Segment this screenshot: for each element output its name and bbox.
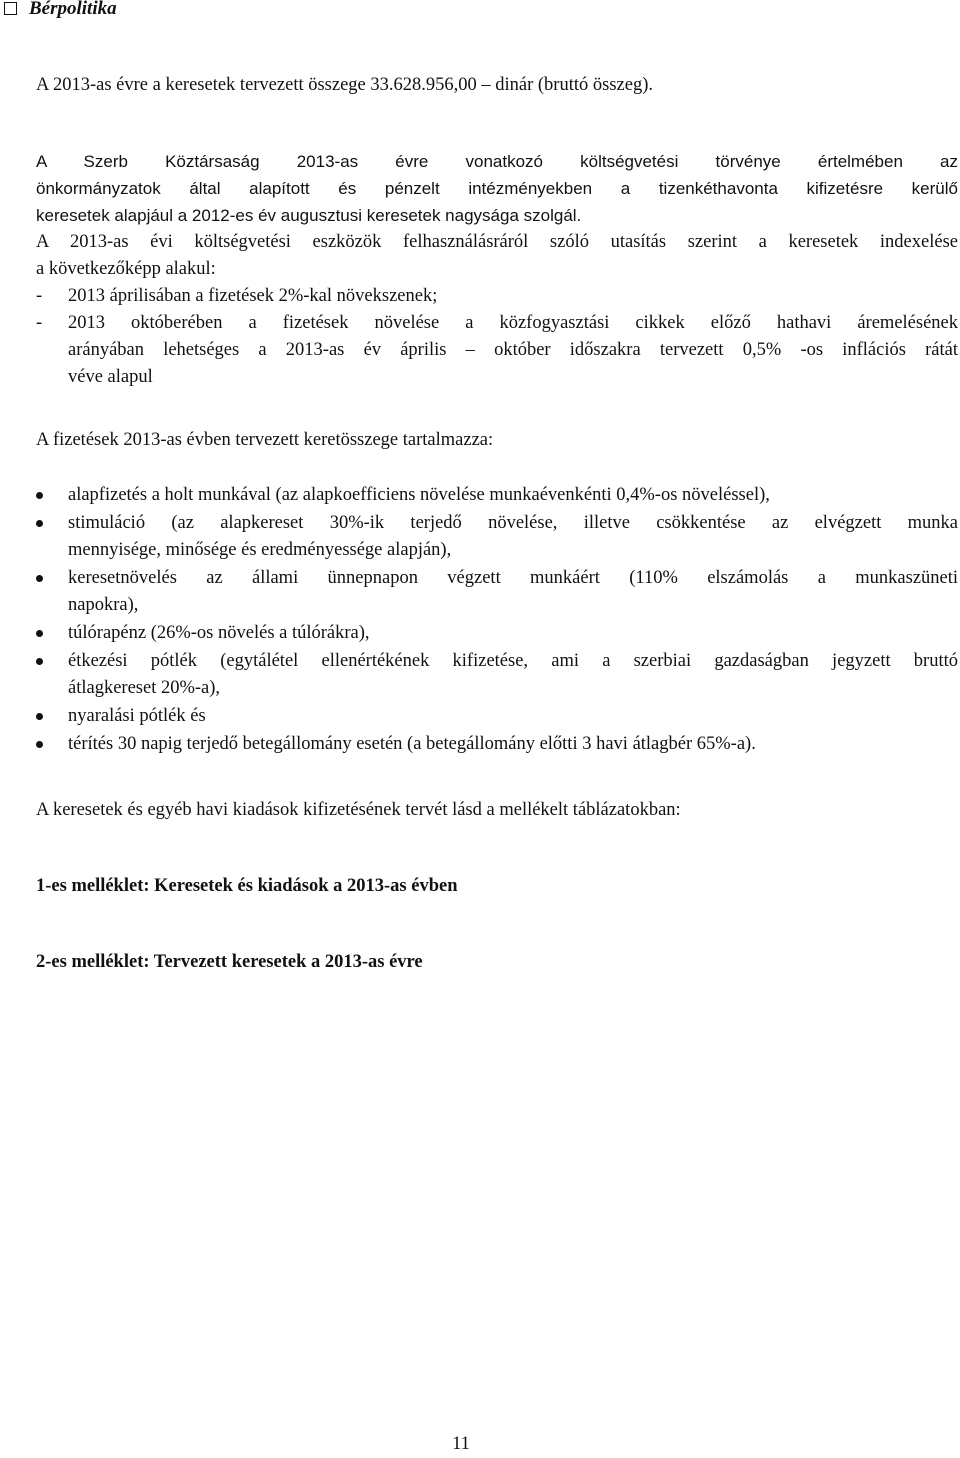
text-line: étkezési pótlék (egytálétel ellenértékének kifizetése, ami a szerbiai gazdaságban jegyzett bruttó [68, 651, 958, 671]
text-line: A Szerb Köztársaság 2013-as évre vonatkozó költségvetési törvénye értelmében az [36, 152, 958, 171]
bullet-icon [36, 658, 43, 665]
section-heading [0, 0, 117, 20]
dash-marker: - [36, 286, 43, 306]
bullet-list-item [36, 648, 958, 702]
bullet-list-item [36, 703, 958, 730]
text-line: arányában lehetséges a 2013-as év április – október időszakra tervezett 0,5% -os inflációs rátát [68, 340, 958, 360]
text-line: térítés 30 napig terjedő betegállomány esetén (a betegállomány előtti 3 havi átlagbér 65%-a). [68, 734, 756, 754]
bullet-list-item [36, 510, 958, 564]
text-line: napokra), [68, 595, 139, 615]
dash-list-item [36, 283, 958, 310]
bullet-icon [36, 520, 43, 527]
dash-list-item [36, 310, 958, 391]
bullet-icon [36, 492, 43, 499]
text-line: átlagkereset 20%-a), [68, 678, 221, 698]
page-number: 11 [452, 1434, 470, 1454]
annex-2-title: 2-es melléklet: Tervezett keresetek a 2013-as évre [36, 952, 423, 972]
dash-marker: - [36, 313, 43, 333]
paragraph-indexation [36, 229, 958, 283]
paragraph-budget-law [36, 148, 958, 229]
bullet-icon [36, 741, 43, 748]
text-line: a következőképp alakul: [36, 259, 216, 279]
text-line: keresetek alapjául a 2012-es év augusztusi keresetek nagysága szolgál. [36, 206, 582, 225]
text-line: véve alapul [68, 367, 153, 387]
heading-text: Bérpolitika [29, 0, 117, 19]
checkbox-icon [4, 2, 17, 15]
text-line: A 2013-as évi költségvetési eszközök felhasználásráról szóló utasítás szerint a keresetek indexelése [36, 232, 958, 252]
text-line: mennyisége, minősége és eredményessége alapján), [68, 540, 452, 560]
text-line: önkormányzatok által alapított és pénzelt intézményekben a tizenkéthavonta kifizetésre kerülő [36, 179, 958, 198]
bullet-icon [36, 575, 43, 582]
paragraph-framework: A fizetések 2013-as évben tervezett keretösszege tartalmazza: [36, 430, 494, 450]
bullet-list-item [36, 620, 958, 647]
text-line: alapfizetés a holt munkával (az alapkoefficiens növelése munkaévenkénti 0,4%-os növeléssel), [68, 485, 770, 505]
paragraph-total-earnings: A 2013-as évre a keresetek tervezett összege 33.628.956,00 – dinár (bruttó összeg). [36, 75, 653, 95]
text-line: 2013 októberében a fizetések növelése a közfogyasztási cikkek előző hathavi áremelésének [68, 313, 958, 333]
bullet-icon [36, 630, 43, 637]
bullet-icon [36, 713, 43, 720]
bullet-list-item [36, 731, 958, 758]
bullet-list-item [36, 565, 958, 619]
text-line: 2013 áprilisában a fizetések 2%-kal növekszenek; [68, 286, 438, 306]
annex-1-title: 1-es melléklet: Keresetek és kiadások a 2013-as évben [36, 876, 458, 896]
paragraph-tables-reference: A keresetek és egyéb havi kiadások kifizetésének tervét lásd a mellékelt táblázatokban: [36, 800, 681, 820]
text-line: stimuláció (az alapkereset 30%-ik terjedő növelése, illetve csökkentése az elvégzett munka [68, 513, 958, 533]
text-line: túlórapénz (26%-os növelés a túlórákra), [68, 623, 370, 643]
text-line: nyaralási pótlék és [68, 706, 206, 726]
text-line: keresetnövelés az állami ünnepnapon végzett munkáért (110% elszámolás a munkaszüneti [68, 568, 958, 588]
bullet-list-item [36, 482, 958, 509]
